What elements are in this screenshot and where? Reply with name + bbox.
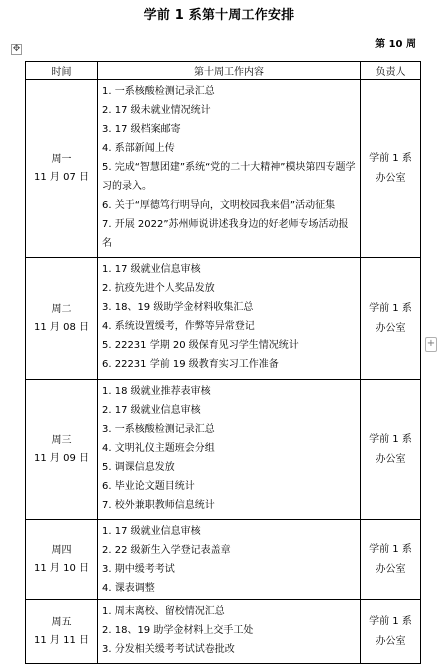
task-item: 5. 完成“智慧团建”系统“党的二十大精神”模块第四专题学习的录入。 [102, 162, 356, 192]
owner-line: 学前 1 系 [369, 433, 412, 445]
content-cell [98, 80, 361, 258]
time-cell [26, 258, 98, 380]
day-label: 周五 [51, 616, 72, 628]
task-item: 3. 一系核酸检测记录汇总 [102, 424, 215, 435]
table-row-monday [26, 80, 421, 258]
task-item: 5. 22231 学期 20 级保育见习学生情况统计 [102, 340, 299, 351]
owner-line: 办公室 [375, 322, 406, 334]
header-time: 时间 [26, 62, 98, 80]
owner-line: 办公室 [375, 635, 406, 647]
time-cell [26, 80, 98, 258]
date-label: 11 月 09 日 [34, 452, 89, 464]
task-item: 4. 系部新闻上传 [102, 143, 175, 154]
owner-line: 学前 1 系 [369, 615, 412, 627]
content-cell [98, 380, 361, 520]
table-row-tuesday [26, 258, 421, 380]
task-item: 6. 毕业论文题目统计 [102, 481, 195, 492]
date-label: 11 月 08 日 [34, 321, 89, 333]
owner-line: 办公室 [375, 453, 406, 465]
task-item: 2. 抗疫先进个人奖品发放 [102, 283, 215, 294]
owner-cell [361, 380, 421, 520]
task-item: 2. 22 级新生入学登记表盖章 [102, 545, 231, 556]
date-label: 11 月 11 日 [34, 634, 89, 646]
owner-line: 学前 1 系 [369, 543, 412, 555]
task-item: 2. 17 级未就业情况统计 [102, 105, 211, 116]
content-cell [98, 258, 361, 380]
day-label: 周三 [51, 434, 72, 446]
task-item: 2. 17 级就业信息审核 [102, 405, 201, 416]
task-item: 1. 17 级就业信息审核 [102, 264, 201, 275]
task-item: 3. 18、19 级助学金材料收集汇总 [102, 302, 254, 313]
task-item: 3. 分发相关缓考考试试卷批改 [102, 644, 235, 655]
owner-line: 学前 1 系 [369, 152, 412, 164]
task-item: 1. 周末离校、留校情况汇总 [102, 606, 225, 617]
time-cell [26, 600, 98, 664]
task-item: 1. 18 级就业推荐表审核 [102, 386, 211, 397]
day-label: 周一 [51, 153, 72, 165]
header-content: 第十周工作内容 [98, 62, 361, 80]
content-cell [98, 600, 361, 664]
task-item: 3. 期中缓考考试 [102, 564, 175, 575]
owner-cell [361, 80, 421, 258]
owner-line: 办公室 [375, 563, 406, 575]
day-label: 周二 [51, 303, 72, 315]
task-item: 7. 校外兼职教师信息统计 [102, 500, 215, 511]
task-item: 4. 课表调整 [102, 583, 155, 594]
week-label: 第 10 周 [375, 39, 416, 50]
task-item: 3. 17 级档案邮寄 [102, 124, 181, 135]
table-row-thursday [26, 520, 421, 600]
task-item: 4. 文明礼仪主题班会分组 [102, 443, 215, 454]
table-move-handle-icon[interactable]: ✥ [12, 44, 21, 54]
schedule-table [25, 61, 421, 664]
table-row-wednesday [26, 380, 421, 520]
owner-cell [361, 520, 421, 600]
task-item: 6. 22231 学前 19 级教育实习工作准备 [102, 359, 279, 370]
task-item: 7. 开展 2022”苏州师说讲述我身边的好老师专场活动报名 [102, 219, 349, 249]
table-header-row [26, 62, 421, 80]
header-owner: 负责人 [361, 62, 421, 80]
day-label: 周四 [51, 544, 72, 556]
task-item: 1. 17 级就业信息审核 [102, 526, 201, 537]
owner-cell [361, 600, 421, 664]
document-title: 学前 1 系第十周工作安排 [143, 8, 295, 23]
task-item: 6. 关于“厚德笃行明导向，文明校园我来倡”活动征集 [102, 200, 336, 211]
owner-cell [361, 258, 421, 380]
time-cell [26, 520, 98, 600]
owner-line: 学前 1 系 [369, 302, 412, 314]
add-column-button[interactable]: + [425, 337, 437, 352]
content-cell [98, 520, 361, 600]
table-row-friday [26, 600, 421, 664]
task-item: 4. 系统设置缓考，作弊等异常登记 [102, 321, 255, 332]
time-cell [26, 380, 98, 520]
date-label: 11 月 10 日 [34, 562, 89, 574]
task-item: 5. 调课信息发放 [102, 462, 175, 473]
task-item: 2. 18、19 助学金材料上交手工处 [102, 625, 254, 636]
task-item: 1. 一系核酸检测记录汇总 [102, 86, 215, 97]
date-label: 11 月 07 日 [34, 171, 89, 183]
owner-line: 办公室 [375, 172, 406, 184]
